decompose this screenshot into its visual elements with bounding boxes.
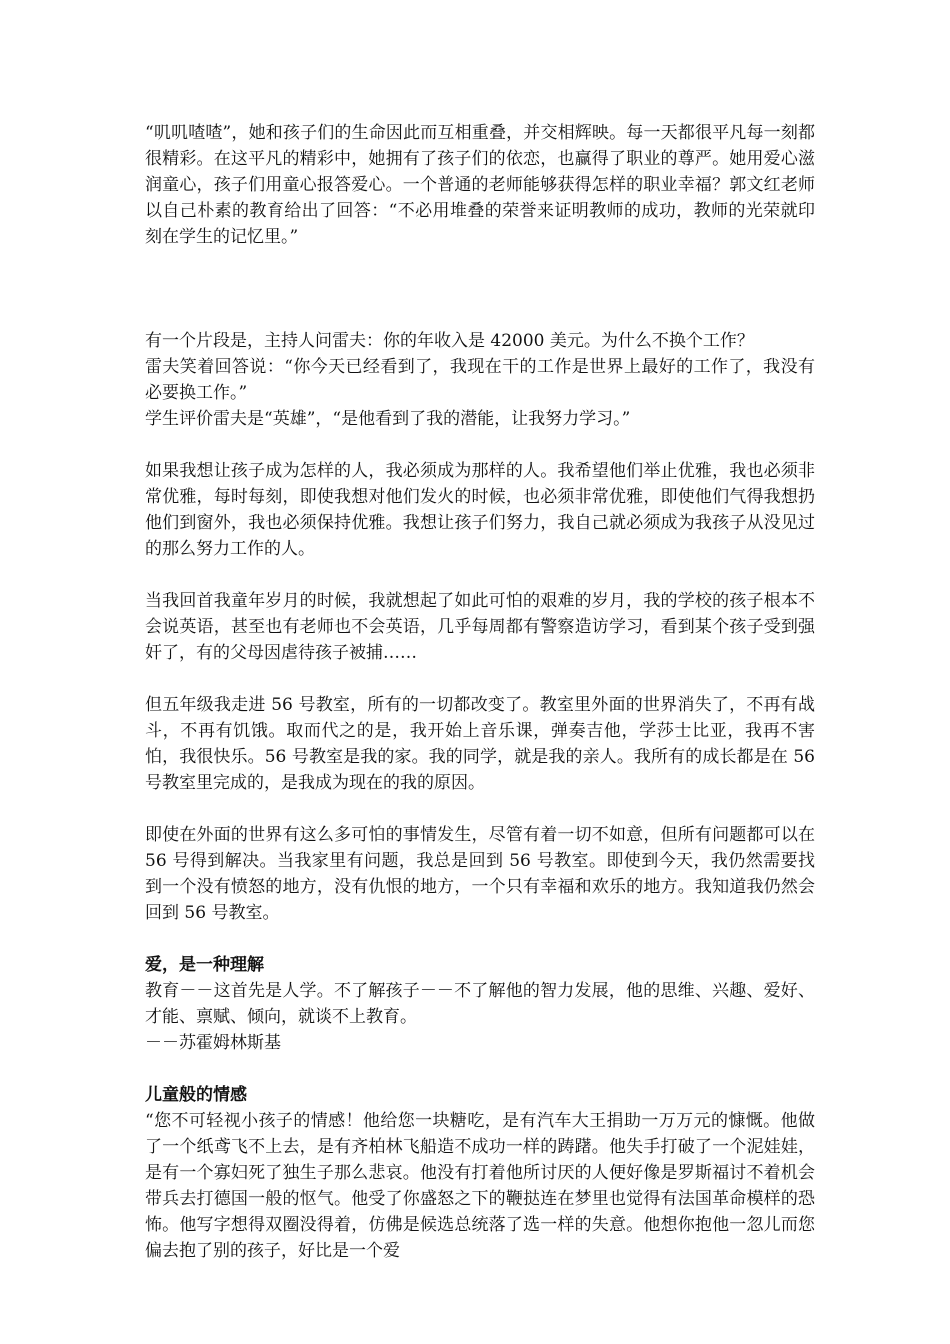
student-evaluation: 学生评价雷夫是“英雄”，“是他看到了我的潜能，让我努力学习。” bbox=[145, 409, 631, 429]
paragraph-return-to-room-56: 即使在外面的世界有这么多可怕的事情发生，尽管有着一切不如意，但所有问题都可以在 56 号得到解决。当我家里有问题，我总是回到 56 号教室。即使到今天，我仍然需要找到一个没有愤怒的地方，没有仇恨的地方，一个只有幸福和欢乐的地方。我知道我仍然会回到 56 号教室。 bbox=[145, 825, 815, 923]
document-page bbox=[145, 120, 815, 1264]
paragraph-room-56: 但五年级我走进 56 号教室，所有的一切都改变了。教室里外面的世界消失了，不再有战斗，不再有饥饿。取而代之的是，我开始上音乐课，弹奏吉他，学莎士比亚，我再不害怕，我很快乐。56 号教室是我的家。我的同学，就是我的亲人。我所有的成长都是在 56 号教室里完成的，是我成为现在的我的原因。 bbox=[145, 695, 815, 793]
paragraph-rafe-interview bbox=[145, 328, 815, 432]
paragraph-teacher-happiness: “叽叽喳喳”，她和孩子们的生命因此而互相重叠，并交相辉映。每一天都很平凡每一刻都很精彩。在这平凡的精彩中，她拥有了孩子们的依恋，也赢得了职业的尊严。她用爱心滋润童心，孩子们用童心报答爱心。一个普通的老师能够获得怎样的职业幸福？郭文红老师以自己朴素的教育给出了回答：“不必用堆叠的荣誉来证明教师的成功，教师的光荣就印刻在学生的记忆里。” bbox=[145, 123, 815, 247]
interview-question: 有一个片段是，主持人问雷夫：你的年收入是 42000 美元。为什么不换个工作？ bbox=[145, 331, 754, 351]
quote-attribution: －－苏霍姆林斯基 bbox=[145, 1033, 281, 1053]
spacer bbox=[145, 562, 815, 588]
spacer bbox=[145, 250, 815, 328]
section-heading-childlike-emotions: 儿童般的情感 bbox=[145, 1085, 247, 1105]
paragraph-quote-sukhomlinsky bbox=[145, 978, 815, 1056]
spacer bbox=[145, 432, 815, 458]
quote-text: 教育－－这首先是人学。不了解孩子－－不了解他的智力发展，他的思维、兴趣、爱好、才能、禀赋、倾向，就谈不上教育。 bbox=[145, 981, 815, 1027]
paragraph-child-emotions: “您不可轻视小孩子的情感！他给您一块糖吃，是有汽车大王捐助一万万元的慷慨。他做了一个纸鸢飞不上去，是有齐柏林飞船造不成功一样的踌躇。他失手打破了一个泥娃娃，是有一个寡妇死了独生子那么悲哀。他没有打着他所讨厌的人便好像是罗斯福讨不着机会带兵去打德国一般的怄气。他受了你盛怒之下的鞭挞连在梦里也觉得有法国革命模样的恐怖。他写字想得双圈没得着，仿佛是候选总统落了选一样的失意。他想你抱他一忽儿而您偏去抱了别的孩子，好比是一个爱 bbox=[145, 1111, 815, 1261]
spacer bbox=[145, 796, 815, 822]
paragraph-be-the-example: 如果我想让孩子成为怎样的人，我必须成为那样的人。我希望他们举止优雅，我也必须非常优雅，每时每刻，即使我想对他们发火的时候，也必须非常优雅，即使他们气得我想扔他们到窗外，我也必须保持优雅。我想让孩子们努力，我自己就必须成为我孩子从没见过的那么努力工作的人。 bbox=[145, 461, 815, 559]
spacer bbox=[145, 926, 815, 952]
section-heading-love-understanding: 爱，是一种理解 bbox=[145, 955, 264, 975]
interview-answer: 雷夫笑着回答说：“你今天已经看到了，我现在干的工作是世界上最好的工作了，我没有必要换工作。” bbox=[145, 357, 815, 403]
spacer bbox=[145, 1056, 815, 1082]
paragraph-childhood-memories: 当我回首我童年岁月的时候，我就想起了如此可怕的艰难的岁月，我的学校的孩子根本不会说英语，甚至也有老师也不会英语，几乎每周都有警察造访学习，看到某个孩子受到强奸了，有的父母因虐待孩子被捕…… bbox=[145, 591, 815, 663]
spacer bbox=[145, 666, 815, 692]
